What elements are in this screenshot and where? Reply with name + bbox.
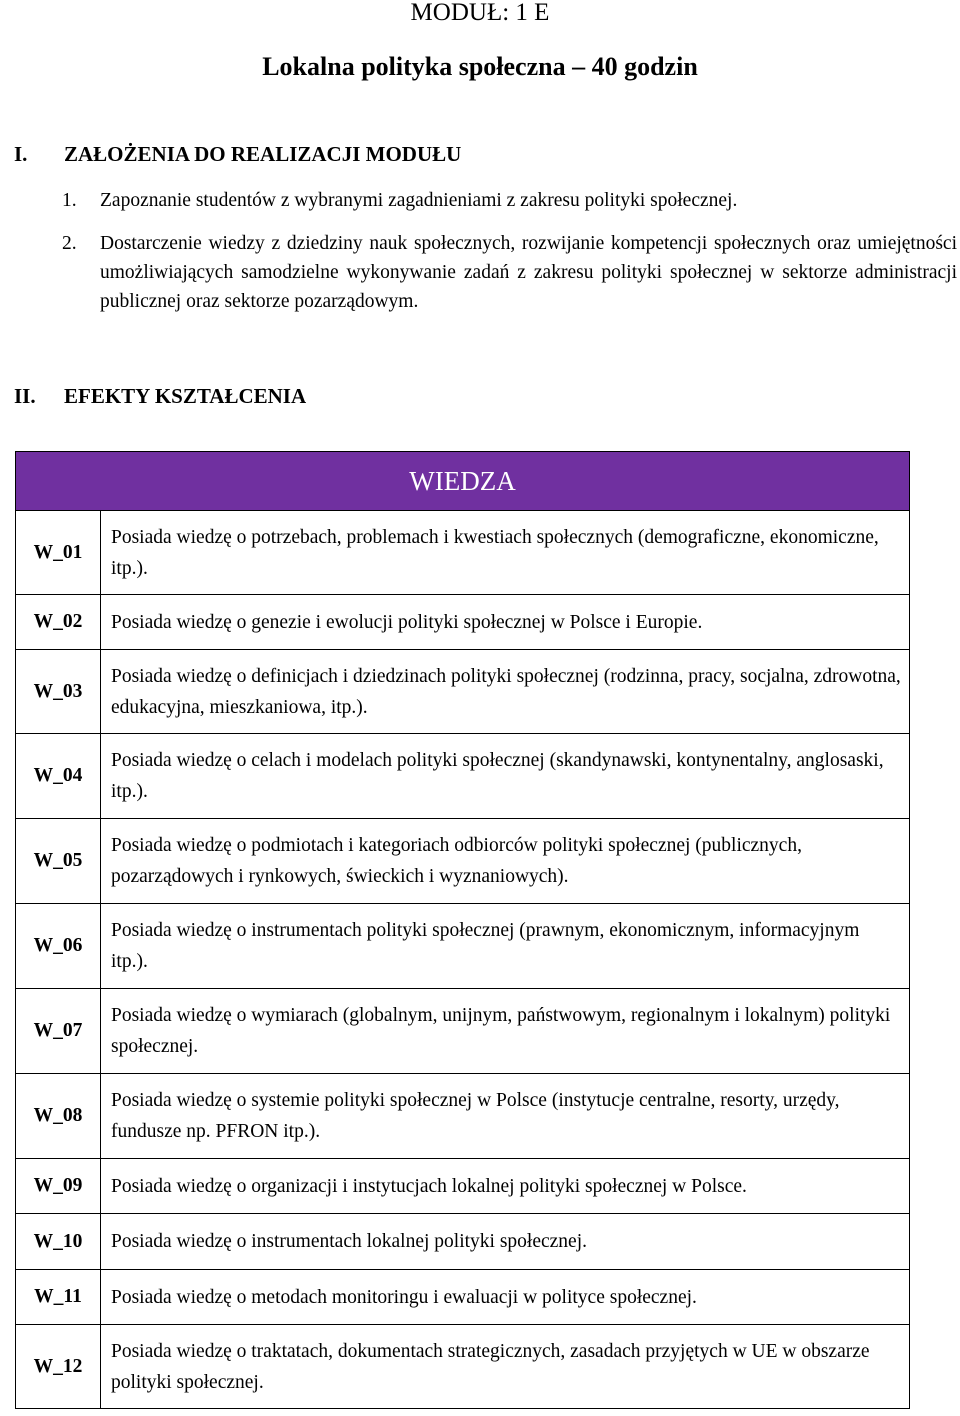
outcome-code: W_06 bbox=[16, 904, 101, 989]
table-row bbox=[16, 1074, 910, 1159]
list-item-text: Zapoznanie studentów z wybranymi zagadnieniami z zakresu polityki społecznej. bbox=[100, 190, 738, 211]
table-row bbox=[16, 904, 910, 989]
section-title: ZAŁOŻENIA DO REALIZACJI MODUŁU bbox=[64, 142, 462, 166]
outcome-code: W_10 bbox=[16, 1214, 101, 1270]
outcome-code: W_01 bbox=[16, 511, 101, 595]
list-item-number: 1. bbox=[62, 190, 77, 211]
module-label: MODUŁ: 1 E bbox=[410, 0, 550, 26]
table-row bbox=[16, 819, 910, 904]
section-number: I. bbox=[14, 142, 28, 166]
outcome-code: W_02 bbox=[16, 595, 101, 650]
table-row bbox=[16, 595, 910, 650]
table-row bbox=[16, 1159, 910, 1214]
section-heading-1 bbox=[14, 141, 461, 167]
outcome-description: Posiada wiedzę o genezie i ewolucji polityki społecznej w Polsce i Europie. bbox=[101, 595, 910, 650]
list-item-text: Dostarczenie wiedzy z dziedziny nauk społecznych, rozwijanie kompetencji społecznych oraz umiejętności umożliwiających samodzielne wykonywanie zadań z zakresu polityki społecznej w sektorze administracji publicznej oraz sektorze pozarządowym. bbox=[100, 233, 957, 312]
table-row bbox=[16, 1214, 910, 1270]
table-row bbox=[16, 511, 910, 595]
outcome-code: W_09 bbox=[16, 1159, 101, 1214]
outcome-description: Posiada wiedzę o instrumentach lokalnej polityki społecznej. bbox=[101, 1214, 910, 1270]
list-item-1 bbox=[62, 186, 957, 215]
section-title: EFEKTY KSZTAŁCENIA bbox=[64, 384, 307, 408]
table-row bbox=[16, 1270, 910, 1325]
outcome-description: Posiada wiedzę o podmiotach i kategoriach odbiorców polityki społecznej (publicznych, pozarządowych i rynkowych, świeckich i wyznaniowych). bbox=[101, 819, 910, 904]
section-heading-2 bbox=[14, 383, 306, 409]
outcome-code: W_11 bbox=[16, 1270, 101, 1325]
table-row bbox=[16, 650, 910, 734]
table-header: WIEDZA bbox=[16, 452, 910, 511]
outcome-description: Posiada wiedzę o celach i modelach polityki społecznej (skandynawski, kontynentalny, anglosaski, itp.). bbox=[101, 734, 910, 819]
section-number: II. bbox=[14, 384, 36, 408]
table-row bbox=[16, 989, 910, 1074]
outcome-code: W_08 bbox=[16, 1074, 101, 1159]
list-item-2 bbox=[62, 229, 957, 316]
outcome-description: Posiada wiedzę o instrumentach polityki społecznej (prawnym, ekonomicznym, informacyjnym itp.). bbox=[101, 904, 910, 989]
table-row bbox=[16, 1325, 910, 1409]
module-title: Lokalna polityka społeczna – 40 godzin bbox=[262, 52, 698, 81]
table-row bbox=[16, 734, 910, 819]
outcome-description: Posiada wiedzę o organizacji i instytucjach lokalnej polityki społecznej w Polsce. bbox=[101, 1159, 910, 1214]
outcome-code: W_07 bbox=[16, 989, 101, 1074]
outcome-description: Posiada wiedzę o wymiarach (globalnym, unijnym, państwowym, regionalnym i lokalnym) polityki społecznej. bbox=[101, 989, 910, 1074]
outcome-description: Posiada wiedzę o systemie polityki społecznej w Polsce (instytucje centralne, resorty, urzędy, fundusze np. PFRON itp.). bbox=[101, 1074, 910, 1159]
table-header-row bbox=[16, 452, 910, 511]
outcome-code: W_12 bbox=[16, 1325, 101, 1409]
outcome-description: Posiada wiedzę o definicjach i dziedzinach polityki społecznej (rodzinna, pracy, socjalna, zdrowotna, edukacyjna, mieszkaniowa, itp.). bbox=[101, 650, 910, 734]
outcome-code: W_03 bbox=[16, 650, 101, 734]
outcome-code: W_04 bbox=[16, 734, 101, 819]
outcome-description: Posiada wiedzę o potrzebach, problemach i kwestiach społecznych (demograficzne, ekonomiczne, itp.). bbox=[101, 511, 910, 595]
learning-outcomes-table bbox=[15, 451, 910, 1409]
outcome-description: Posiada wiedzę o traktatach, dokumentach strategicznych, zasadach przyjętych w UE w obszarze polityki społecznej. bbox=[101, 1325, 910, 1409]
list-item-number: 2. bbox=[62, 233, 77, 254]
outcome-description: Posiada wiedzę o metodach monitoringu i ewaluacji w polityce społecznej. bbox=[101, 1270, 910, 1325]
outcome-code: W_05 bbox=[16, 819, 101, 904]
